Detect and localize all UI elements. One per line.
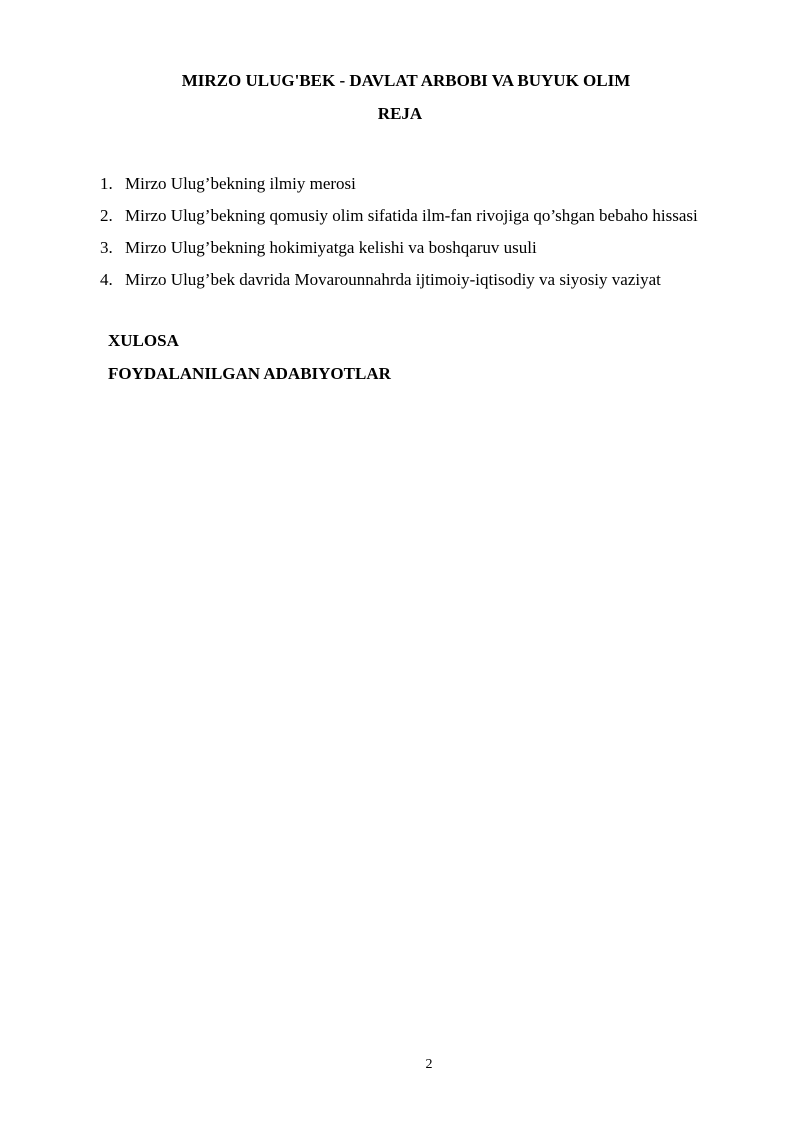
plan-item-text: Mirzo Ulug’bekning qomusiy olim sifatida ilm-fan rivojiga qo’shgan bebaho hissasi [125,206,698,225]
plan-item-number: 3. [100,238,113,257]
plan-item [100,264,756,296]
plan-item-number: 1. [100,174,113,193]
plan-item [100,200,756,232]
document-title: MIRZO ULUG'BEK - DAVLAT ARBOBI VA BUYUK OLIM [181,71,631,90]
plan-item-text: Mirzo Ulug’bek davrida Movarounnahrda ijtimoiy-iqtisodiy va siyosiy vaziyat [125,270,661,289]
plan-item [100,168,756,200]
references-heading: FOYDALANILGAN ADABIYOTLAR [108,364,391,383]
conclusion-heading: XULOSA [108,331,179,350]
plan-item-number: 4. [100,270,113,289]
plan-item-text: Mirzo Ulug’bekning hokimiyatga kelishi va boshqaruv usuli [125,238,537,257]
plan-item-number: 2. [100,206,113,225]
plan-item [100,232,756,264]
plan-list [100,168,756,296]
page-number: 2 [425,1057,433,1072]
plan-item-text: Mirzo Ulug’bekning ilmiy merosi [125,174,356,193]
plan-heading: REJA [377,104,423,123]
